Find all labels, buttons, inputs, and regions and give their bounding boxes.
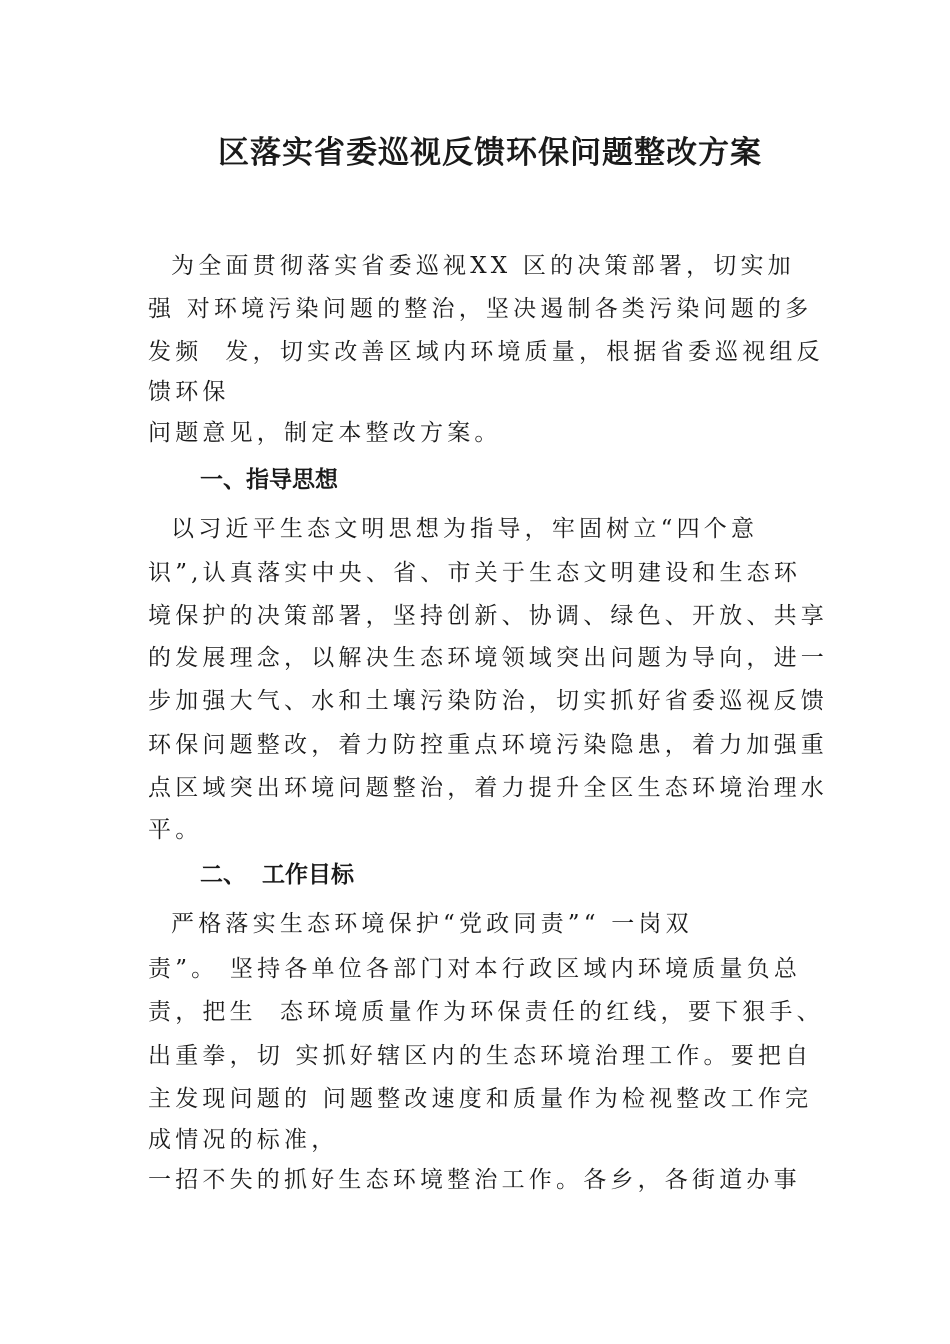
intro-line-1: 为全面贯彻落实省委巡视XX 区的决策部署，切实加 bbox=[148, 253, 795, 279]
intro-line-4: 馈环保 bbox=[148, 379, 230, 405]
section-1-line-6: 环保问题整改，着力防控重点环境污染隐患，着力加强重 bbox=[148, 732, 828, 758]
section-1-line-5: 步加强大气、水和土壤污染防治，切实抓好省委巡视反馈 bbox=[148, 688, 828, 714]
section-2-line-1: 严格落实生态环境保护“党政同责”“ 一岗双 bbox=[148, 911, 693, 937]
section-1-line-4: 的发展理念，以解决生态环境领域突出问题为导向，进一 bbox=[148, 645, 828, 671]
section-1-line-3: 境保护的决策部署，坚持创新、协调、绿色、开放、共享 bbox=[148, 603, 828, 629]
document-title: 区落实省委巡视反馈环保问题整改方案 bbox=[218, 135, 762, 171]
section-2-line-2: 责”。 坚持各单位各部门对本行政区域内环境质量负总 bbox=[148, 956, 802, 982]
section-2-line-5: 主发现问题的 问题整改速度和质量作为检视整改工作完 bbox=[148, 1086, 813, 1112]
section-1-line-2: 识”,认真落实中央、省、市关于生态文明建设和生态环 bbox=[148, 560, 802, 586]
section-1-line-7: 点区域突出环境问题整治，着力提升全区生态环境治理水 bbox=[148, 775, 828, 801]
section-2-line-7: 一招不失的抓好生态环境整治工作。各乡，各街道办事 bbox=[148, 1167, 801, 1193]
intro-line-3: 发频 发，切实改善区域内环境质量，根据省委巡视组反 bbox=[148, 339, 824, 365]
section-1-line-8: 平。 bbox=[148, 817, 203, 843]
section-2-line-4: 出重拳，切 实抓好辖区内的生态环境治理工作。要把自 bbox=[148, 1043, 813, 1069]
intro-line-2: 强 对环境污染问题的整治，坚决遏制各类污染问题的多 bbox=[148, 296, 813, 322]
section-2-heading: 二、 工作目标 bbox=[200, 862, 355, 888]
section-1-heading: 一、指导思想 bbox=[200, 467, 338, 493]
section-1-line-1: 以习近平生态文明思想为指导，牢固树立“四个意 bbox=[148, 516, 759, 542]
intro-line-5: 问题意见，制定本整改方案。 bbox=[148, 420, 502, 446]
section-2-line-3: 责，把生 态环境质量作为环保责任的红线，要下狠手、 bbox=[148, 999, 824, 1025]
section-2-line-6: 成情况的标准， bbox=[148, 1127, 339, 1153]
